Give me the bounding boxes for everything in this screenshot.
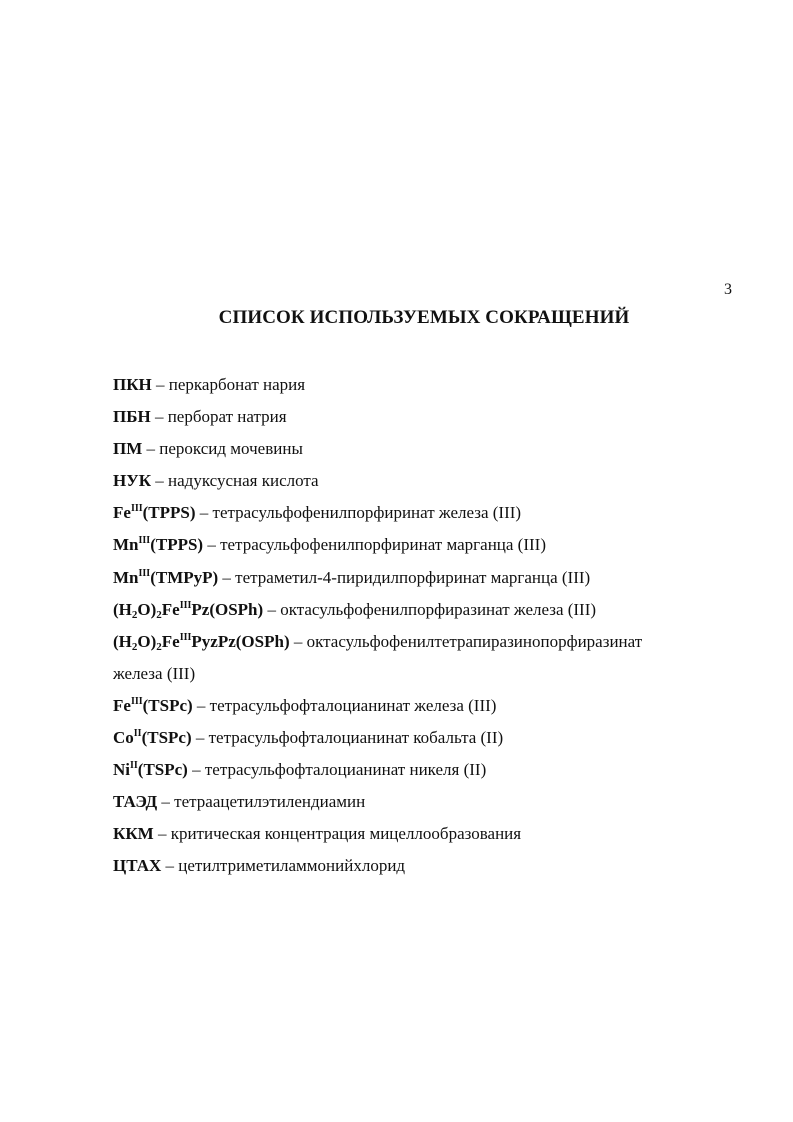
abbreviation-term: $(H_2O)_2Fe^{III}Pz(OSPh)$ xyxy=(113,599,264,621)
abbreviation-definition: октасульфофенилпорфиразинат железа (III) xyxy=(280,599,597,619)
dash: – xyxy=(165,856,175,876)
list-item xyxy=(113,529,733,561)
dash: – xyxy=(192,760,201,780)
list-item xyxy=(113,433,733,465)
abbreviation-term: $Fe^{III}(TPPS)$ xyxy=(113,503,196,523)
abbreviation-term: ККМ xyxy=(113,824,154,844)
dash: – xyxy=(267,599,276,619)
dash: – xyxy=(196,695,206,715)
abbreviation-definition-continued: железа (III) xyxy=(113,663,196,683)
abbreviation-term: ПКН xyxy=(113,375,152,394)
abbreviation-term: ЦТАХ xyxy=(113,856,162,876)
list-item xyxy=(113,786,733,818)
abbreviation-term: $Fe^{III}(TSPc)$ xyxy=(113,695,193,715)
list-item xyxy=(113,690,733,722)
abbreviation-definition: тетраметил-4-пиридилпорфиринат марганца (III) xyxy=(235,567,591,587)
dash: – xyxy=(207,535,216,555)
dash: – xyxy=(222,567,231,587)
abbreviation-term: ПМ xyxy=(113,439,143,459)
abbreviation-definition: критическая концентрация мицеллообразования xyxy=(170,824,522,844)
abbreviation-definition: тетрасульфофталоцианинат никеля (II) xyxy=(204,760,487,780)
abbreviation-term: $Mn^{III}(TPPS)$ xyxy=(113,535,204,555)
abbreviation-definition: тетрасульфофенилпорфиринат железа (III) xyxy=(212,503,522,523)
list-item xyxy=(113,722,733,754)
abbreviation-definition: октасульфофенилтетрапиразинопорфиразинат xyxy=(306,631,643,651)
abbreviation-list xyxy=(113,369,733,883)
dash: – xyxy=(154,407,164,427)
abbreviation-definition: надуксусная кислота xyxy=(168,471,319,491)
dash: – xyxy=(161,792,170,812)
dash: – xyxy=(146,439,156,459)
dash: – xyxy=(155,471,164,491)
list-item xyxy=(113,594,733,626)
dash: – xyxy=(156,375,165,394)
abbreviation-definition: пероксид мочевины xyxy=(159,439,303,459)
dash: – xyxy=(195,728,205,748)
dash: – xyxy=(293,631,303,651)
page-number: 3 xyxy=(724,281,732,298)
abbreviation-definition: цетилтриметиламмонийхлорид xyxy=(178,856,406,876)
abbreviation-term: $Mn^{III}(TMPyP)$ xyxy=(113,567,219,587)
list-item-continuation xyxy=(113,658,733,690)
list-item xyxy=(113,369,733,401)
abbreviation-definition: тетрасульфофталоцианинат кобальта (II) xyxy=(208,728,504,748)
abbreviation-term: НУК xyxy=(113,471,152,491)
abbreviation-definition: тетраацетилэтилендиамин xyxy=(174,792,366,812)
list-item xyxy=(113,754,733,786)
list-item xyxy=(113,465,733,497)
page-title: СПИСОК ИСПОЛЬЗУЕМЫХ СОКРАЩЕНИЙ xyxy=(218,307,630,328)
list-item xyxy=(113,818,733,850)
dash: – xyxy=(157,824,167,844)
list-item xyxy=(113,562,733,594)
abbreviation-definition: перкарбонат нария xyxy=(168,375,306,394)
list-item xyxy=(113,497,733,529)
abbreviation-definition: перборат натрия xyxy=(167,407,287,427)
dash: – xyxy=(199,503,209,523)
abbreviation-term: ТАЭД xyxy=(113,792,158,812)
abbreviation-term: ПБН xyxy=(113,407,151,427)
abbreviation-definition: тетрасульфофталоцианинат железа (III) xyxy=(209,695,497,715)
abbreviation-term: $Ni^{II}(TSPc)$ xyxy=(113,760,188,780)
abbreviation-term: $(H_2O)_2Fe^{III}PyzPz(OSPh)$ xyxy=(113,631,290,653)
list-item xyxy=(113,401,733,433)
list-item xyxy=(113,850,733,882)
list-item xyxy=(113,626,733,658)
abbreviation-term: $Co^{II}(TSPc)$ xyxy=(113,728,192,748)
abbreviation-definition: тетрасульфофенилпорфиринат марганца (III) xyxy=(220,535,546,555)
